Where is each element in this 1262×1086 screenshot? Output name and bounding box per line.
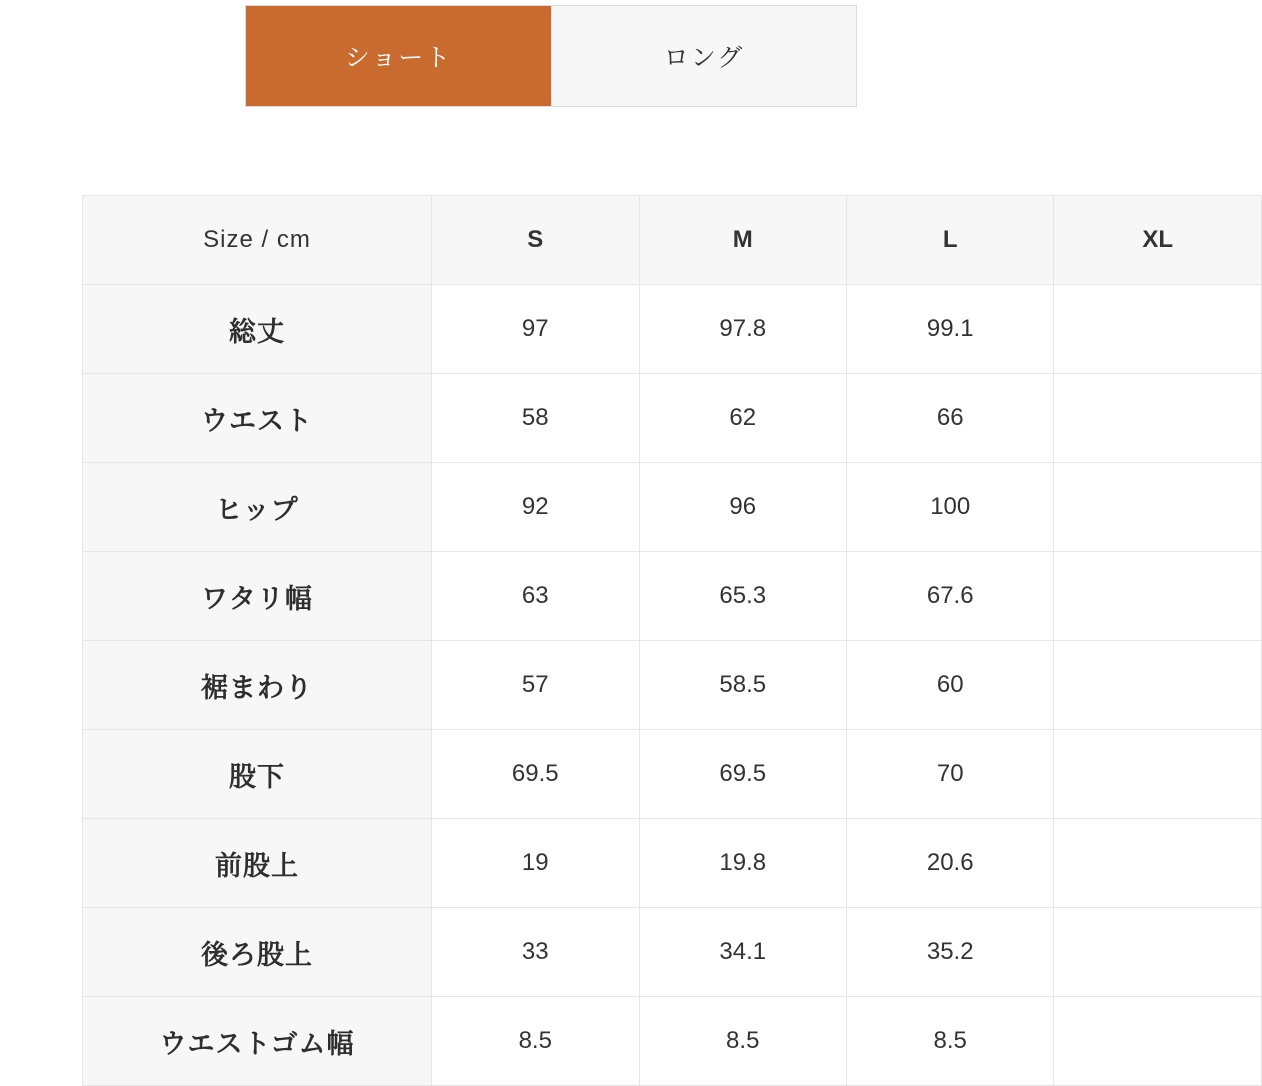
cell-front-rise-xl [1054, 819, 1262, 908]
cell-inseam-m: 69.5 [639, 730, 846, 819]
table-row [83, 641, 1262, 730]
table-row [83, 730, 1262, 819]
cell-back-rise-m: 34.1 [639, 908, 846, 997]
cell-inseam-xl [1054, 730, 1262, 819]
cell-hip-s: 92 [432, 463, 639, 552]
header-size-xl: XL [1054, 196, 1262, 285]
size-table-head [83, 196, 1262, 285]
cell-back-rise-s: 33 [432, 908, 639, 997]
row-label-hip: ヒップ [83, 463, 432, 552]
row-label-thigh-width: ワタリ幅 [83, 552, 432, 641]
cell-thigh-width-m: 65.3 [639, 552, 846, 641]
length-tab-group [245, 5, 857, 107]
cell-hem-s: 57 [432, 641, 639, 730]
row-label-front-rise: 前股上 [83, 819, 432, 908]
cell-waistband-elastic-l: 8.5 [846, 997, 1053, 1086]
cell-waistband-elastic-s: 8.5 [432, 997, 639, 1086]
cell-back-rise-xl [1054, 908, 1262, 997]
row-label-back-rise: 後ろ股上 [83, 908, 432, 997]
table-row [83, 463, 1262, 552]
cell-thigh-width-l: 67.6 [846, 552, 1053, 641]
cell-front-rise-s: 19 [432, 819, 639, 908]
size-table-container [82, 195, 1174, 1086]
header-size-m: M [639, 196, 846, 285]
cell-thigh-width-xl [1054, 552, 1262, 641]
table-row [83, 819, 1262, 908]
table-row [83, 997, 1262, 1086]
cell-waist-xl [1054, 374, 1262, 463]
table-header-row [83, 196, 1262, 285]
table-row [83, 908, 1262, 997]
table-row [83, 374, 1262, 463]
row-label-inseam: 股下 [83, 730, 432, 819]
row-label-total-length: 総丈 [83, 285, 432, 374]
cell-hip-m: 96 [639, 463, 846, 552]
cell-hem-xl [1054, 641, 1262, 730]
cell-hip-l: 100 [846, 463, 1053, 552]
cell-total-length-m: 97.8 [639, 285, 846, 374]
header-size-unit: Size / cm [83, 196, 432, 285]
cell-waist-l: 66 [846, 374, 1053, 463]
cell-back-rise-l: 35.2 [846, 908, 1053, 997]
cell-waistband-elastic-m: 8.5 [639, 997, 846, 1086]
row-label-hem-circumference: 裾まわり [83, 641, 432, 730]
size-table [82, 195, 1262, 1086]
cell-waistband-elastic-xl [1054, 997, 1262, 1086]
size-table-body [83, 285, 1262, 1086]
cell-front-rise-m: 19.8 [639, 819, 846, 908]
row-label-waistband-elastic-width: ウエストゴム幅 [83, 997, 432, 1086]
row-label-waist: ウエスト [83, 374, 432, 463]
cell-thigh-width-s: 63 [432, 552, 639, 641]
cell-total-length-l: 99.1 [846, 285, 1053, 374]
cell-inseam-l: 70 [846, 730, 1053, 819]
cell-waist-m: 62 [639, 374, 846, 463]
header-size-l: L [846, 196, 1053, 285]
table-row [83, 285, 1262, 374]
cell-hem-l: 60 [846, 641, 1053, 730]
tab-long[interactable]: ロング [551, 6, 856, 106]
tab-short[interactable]: ショート [246, 6, 551, 106]
cell-front-rise-l: 20.6 [846, 819, 1053, 908]
cell-waist-s: 58 [432, 374, 639, 463]
table-row [83, 552, 1262, 641]
cell-total-length-s: 97 [432, 285, 639, 374]
cell-hem-m: 58.5 [639, 641, 846, 730]
cell-total-length-xl [1054, 285, 1262, 374]
header-size-s: S [432, 196, 639, 285]
cell-inseam-s: 69.5 [432, 730, 639, 819]
cell-hip-xl [1054, 463, 1262, 552]
